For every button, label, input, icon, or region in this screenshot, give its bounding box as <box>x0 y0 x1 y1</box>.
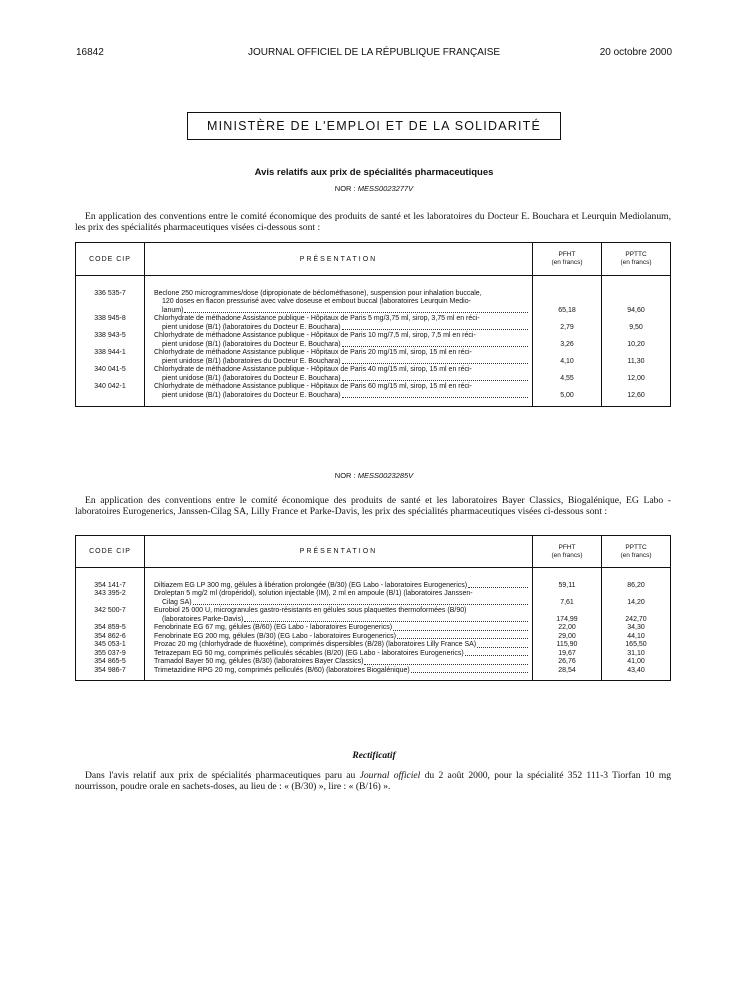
description-line: Fenobrinate EG 67 mg, gélules (B/60) (EG Labo - laboratoires Eurogenerics) <box>154 624 528 633</box>
pfht-value: 4,10 <box>533 349 602 366</box>
description-line: Fenobrinate EG 200 mg, gélules (B/30) (EG Labo - laboratoires Eurogenerics) <box>154 633 528 642</box>
table-row <box>76 658 671 667</box>
table-row <box>76 650 671 659</box>
nor-label: NOR : <box>334 184 356 193</box>
cip-code: 340 041-5 <box>76 366 145 383</box>
product-description <box>145 607 533 624</box>
nor-code: MESS0023277V <box>357 184 414 193</box>
nor-label: NOR : <box>334 471 356 480</box>
product-description <box>145 315 533 332</box>
ppttc-value: 34,30 <box>602 624 671 633</box>
cip-code: 338 943-5 <box>76 332 145 349</box>
intro-paragraph: En application des conventions entre le comité économique des produits de santé et les laboratoires Bayer Classics, Biogalénique, EG Labo - laboratoires Eurogenerics, Janssen-Cilag SA, Lilly France et Parke-Davis, les prix des spécialités pharmaceutiques visées ci-dessous sont : <box>75 495 671 517</box>
journal-title: JOURNAL OFFICIEL DE LA RÉPUBLIQUE FRANÇAISE <box>247 47 501 58</box>
nor-reference <box>0 471 748 480</box>
cip-code: 340 042-1 <box>76 383 145 400</box>
column-header-pfht <box>533 243 602 276</box>
cip-code: 354 862-6 <box>76 633 145 642</box>
pfht-value: 26,76 <box>533 658 602 667</box>
ppttc-value: 242,70 <box>602 607 671 624</box>
description-line: Chlorhydrate de méthadone Assistance publique - Hôpitaux de Paris 5 mg/3,75 ml, sirop, 3,75 ml en réci- <box>154 315 480 322</box>
pfht-unit: (en francs) <box>551 551 583 559</box>
table-row <box>76 633 671 642</box>
pfht-value: 22,00 <box>533 624 602 633</box>
description-line: Trimetazidine RPG 20 mg, comprimés pelliculés (B/60) (laboratoires Biogalénique) <box>154 667 528 676</box>
ppttc-value: 94,60 <box>602 290 671 316</box>
description-line: pient unidose (B/1) (laboratoires du Docteur E. Bouchara) <box>154 392 528 401</box>
cip-code: 343 395-2 <box>76 590 145 607</box>
cip-code: 342 500-7 <box>76 607 145 624</box>
rectificatif-paragraph <box>75 771 671 792</box>
ppttc-value: 12,60 <box>602 383 671 400</box>
product-description <box>145 667 533 676</box>
intro-paragraph: En application des conventions entre le comité économique des produits de santé et les laboratoires du Docteur E. Bouchara et Leurquin Mediolanum, les prix des spécialités pharmaceutiques visées ci-dessous sont : <box>75 211 671 233</box>
product-description <box>145 624 533 633</box>
table-row <box>76 332 671 349</box>
description-line: pient unidose (B/1) (laboratoires du Docteur E. Bouchara) <box>154 358 528 367</box>
ppttc-value: 41,00 <box>602 658 671 667</box>
pfht-value: 4,55 <box>533 366 602 383</box>
description-line: Chlorhydrate de méthadone Assistance publique - Hôpitaux de Paris 10 mg/7,5 ml, sirop, 7,5 ml en réci- <box>154 332 476 339</box>
description-line: Chlorhydrate de méthadone Assistance publique - Hôpitaux de Paris 60 mg/15 ml, sirop, 15 ml en réci- <box>154 383 472 390</box>
column-header-ppttc <box>602 243 671 276</box>
description-line: Prozac 20 mg (chlorhydrade de fluoxétine), comprimés dispersibles (B/28) (laboratoires Lilly France SA) <box>154 641 528 650</box>
ministry-name: MINISTÈRE DE L'EMPLOI ET DE LA SOLIDARITÉ <box>206 119 542 133</box>
description-line: 120 doses en flacon pressurisé avec valve doseuse et embout buccal (laboratoires Leurquin Medio- <box>162 298 471 305</box>
table-row <box>76 582 671 591</box>
ppttc-value: 12,00 <box>602 366 671 383</box>
column-header-code: CODE CIP <box>76 243 145 276</box>
product-description <box>145 658 533 667</box>
ppttc-unit: (en francs) <box>620 259 652 266</box>
description-line: pient unidose (B/1) (laboratoires du Docteur E. Bouchara) <box>154 341 528 350</box>
ppttc-label: PPTTC <box>625 251 647 258</box>
rectificatif-text-start: Dans l'avis relatif aux prix de spécialités pharmaceutiques paru au <box>85 770 360 781</box>
pfht-value: 3,26 <box>533 332 602 349</box>
pfht-value: 7,61 <box>533 590 602 607</box>
table-row <box>76 290 671 316</box>
pfht-unit: (en francs) <box>551 259 583 266</box>
journal-name: Journal officiel <box>359 770 421 781</box>
ppttc-label: PPTTC <box>625 543 647 551</box>
product-description <box>145 290 533 316</box>
column-header-code: CODE CIP <box>76 536 145 568</box>
product-description <box>145 366 533 383</box>
table-row <box>76 366 671 383</box>
nor-reference <box>0 184 748 193</box>
description-line: Diltiazem EG LP 300 mg, gélules à libération prolongée (B/30) (EG Labo - laboratoires Eurogenerics) <box>154 582 528 591</box>
ppttc-value: 86,20 <box>602 582 671 591</box>
ppttc-value: 165,50 <box>602 641 671 650</box>
description-line: Chlorhydrate de méthadone Assistance publique - Hôpitaux de Paris 40 mg/15 ml, sirop, 15 ml en réci- <box>154 366 472 373</box>
description-line: Chlorhydrate de méthadone Assistance publique - Hôpitaux de Paris 20 mg/15 ml, sirop, 15 ml en réci- <box>154 349 472 356</box>
ppttc-value: 10,20 <box>602 332 671 349</box>
cip-code: 354 986-7 <box>76 667 145 676</box>
pfht-value: 5,00 <box>533 383 602 400</box>
notice-title: Avis relatifs aux prix de spécialités pharmaceutiques <box>254 167 494 178</box>
pfht-value: 29,00 <box>533 633 602 642</box>
ppttc-value: 11,30 <box>602 349 671 366</box>
description-line: Eurobiol 25 000 U, microgranules gastro-résistants en gélules sous plaquettes thermoformées (B/90) <box>154 607 467 614</box>
ppttc-value: 14,20 <box>602 590 671 607</box>
table-header-row <box>76 243 671 276</box>
table-row <box>76 383 671 400</box>
product-description <box>145 590 533 607</box>
table-row <box>76 607 671 624</box>
table-row <box>76 349 671 366</box>
product-description <box>145 650 533 659</box>
ppttc-unit: (en francs) <box>620 551 652 559</box>
price-table-1 <box>75 242 671 407</box>
column-header-presentation: PRÉSENTATION <box>145 536 533 568</box>
pfht-value: 65,18 <box>533 290 602 316</box>
publication-date: 20 octobre 2000 <box>599 47 672 58</box>
rectificatif-text-end: du 2 août 2000, pour la spécialité 352 111-3 Tiorfan 10 mg nourrisson, poudre orale en sachets-doses, au lieu de : « (B/30) », lire : « (B/16) ». <box>75 770 671 792</box>
pfht-value: 174,99 <box>533 607 602 624</box>
pfht-label: PFHT <box>558 543 576 551</box>
page-number: 16842 <box>76 47 104 58</box>
cip-code: 354 865-5 <box>76 658 145 667</box>
product-description <box>145 349 533 366</box>
table-header-row <box>76 536 671 568</box>
description-line: Cilag SA) <box>154 599 528 608</box>
table-row <box>76 667 671 676</box>
description-line: Tramadol Bayer 50 mg, gélules (B/30) (laboratoires Bayer Classics) <box>154 658 528 667</box>
description-line: pient unidose (B/1) (laboratoires du Docteur E. Bouchara) <box>154 375 528 384</box>
pfht-value: 28,54 <box>533 667 602 676</box>
product-description <box>145 332 533 349</box>
ppttc-value: 9,50 <box>602 315 671 332</box>
pfht-value: 115,90 <box>533 641 602 650</box>
cip-code: 338 944-1 <box>76 349 145 366</box>
description-line: Beclone 250 microgrammes/dose (dipropionate de béclométhasone), suspension pour inhalation buccale, <box>154 289 482 297</box>
pfht-value: 2,79 <box>533 315 602 332</box>
product-description <box>145 582 533 591</box>
cip-code: 354 859-5 <box>76 624 145 633</box>
table-row <box>76 315 671 332</box>
product-description <box>145 633 533 642</box>
pfht-value: 59,11 <box>533 582 602 591</box>
column-header-ppttc <box>602 536 671 568</box>
pfht-value: 19,67 <box>533 650 602 659</box>
product-description <box>145 641 533 650</box>
description-line: lanum) <box>154 307 528 316</box>
description-line: (laboratoires Parke-Davis) <box>154 616 528 625</box>
description-line: Droleptan 5 mg/2 ml (dropéridol), solution injectable (IM), 2 ml en ampoule (B/1) (laboratoires Janssen- <box>154 590 473 597</box>
cip-code: 338 945-8 <box>76 315 145 332</box>
description-line: Tetrazepam EG 50 mg, comprimés pelliculés sécables (B/20) (EG Labo - laboratoires Eurogenerics) <box>154 650 528 659</box>
ppttc-value: 31,10 <box>602 650 671 659</box>
product-description <box>145 383 533 400</box>
ministry-box <box>187 112 561 140</box>
rectificatif-title: Rectificatif <box>352 751 396 761</box>
cip-code: 354 141-7 <box>76 582 145 591</box>
ppttc-value: 43,40 <box>602 667 671 676</box>
cip-code: 345 053-1 <box>76 641 145 650</box>
ppttc-value: 44,10 <box>602 633 671 642</box>
cip-code: 336 535-7 <box>76 290 145 316</box>
price-table-2 <box>75 535 671 681</box>
nor-code: MESS0023285V <box>357 471 414 480</box>
table-row <box>76 590 671 607</box>
column-header-pfht <box>533 536 602 568</box>
cip-code: 355 037-9 <box>76 650 145 659</box>
column-header-presentation: PRÉSENTATION <box>145 243 533 276</box>
pfht-label: PFHT <box>558 251 576 258</box>
description-line: pient unidose (B/1) (laboratoires du Docteur E. Bouchara) <box>154 324 528 333</box>
table-row <box>76 641 671 650</box>
table-row <box>76 624 671 633</box>
